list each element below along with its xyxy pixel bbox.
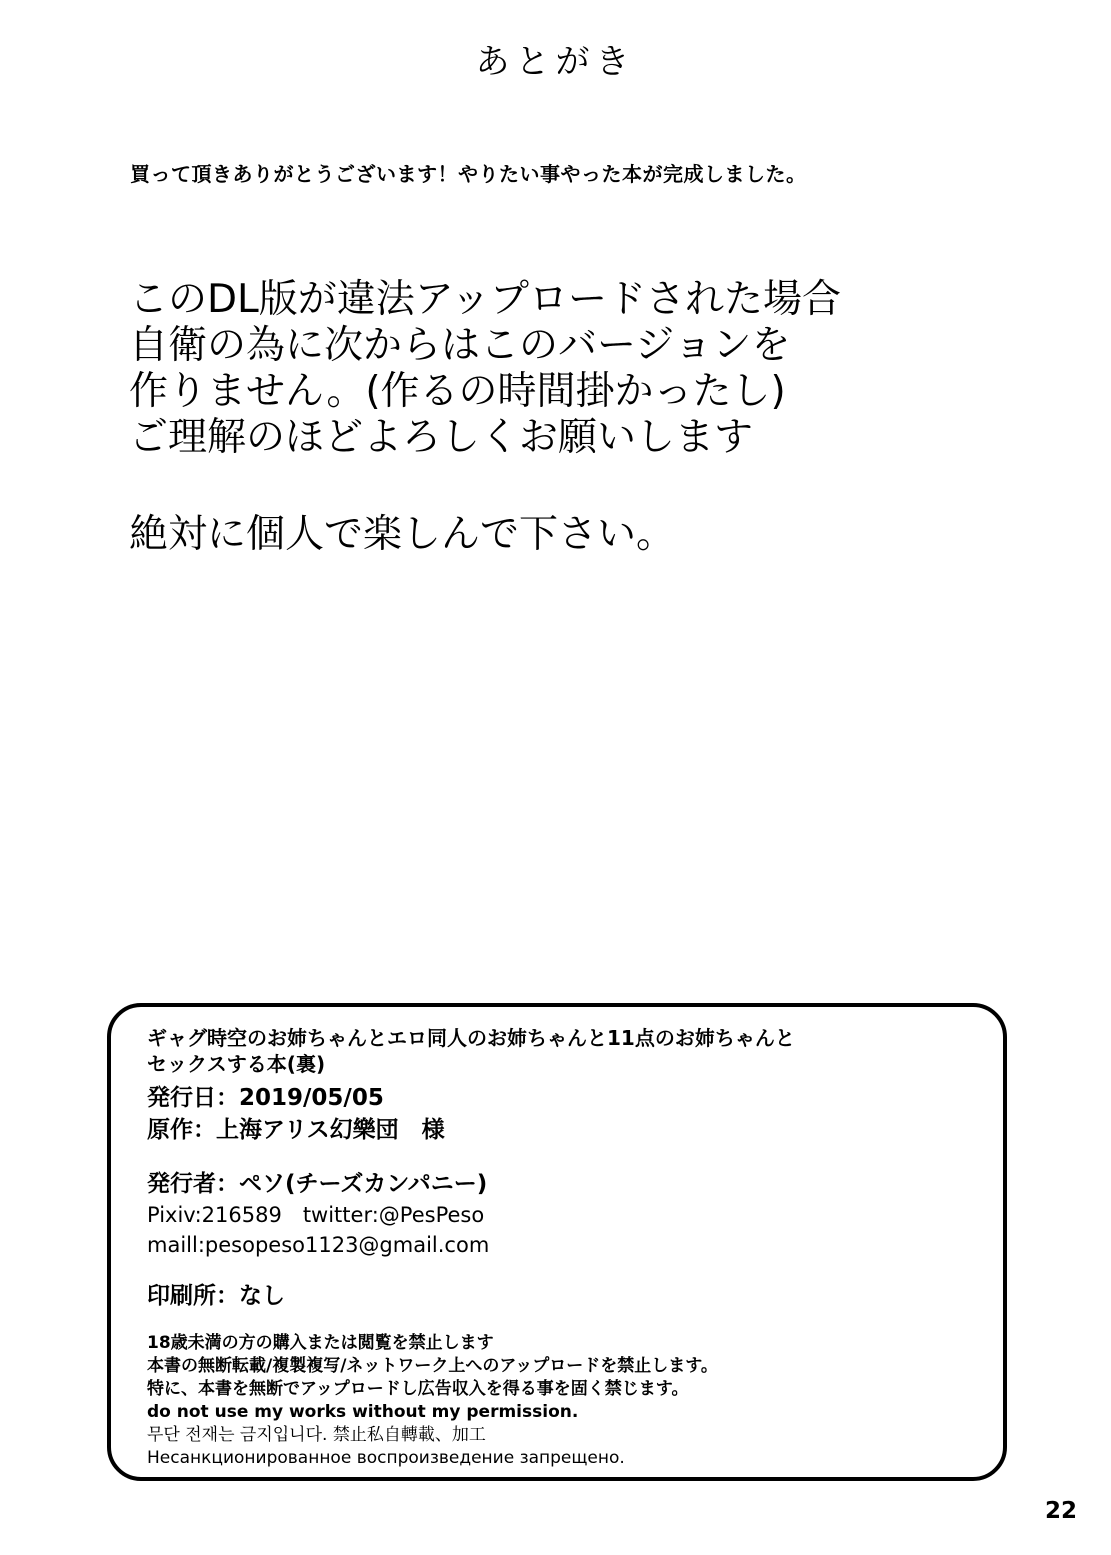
mail-address: maill:pesopeso1123@gmail.com bbox=[147, 1233, 490, 1257]
notice-line: このDL版が違法アップロードされた場合 bbox=[129, 277, 842, 322]
warning-line: 무단 전재는 금지입니다. 禁止私自轉載、加工 bbox=[147, 1425, 486, 1445]
page-title: あとがき bbox=[475, 42, 636, 82]
notice-line: 自衛の為に次からはこのバージョンを bbox=[129, 323, 791, 368]
colophon-box bbox=[107, 1003, 1007, 1481]
intro-paragraph: 買って頂きありがとうございます！やりたい事やった本が完成しました。 bbox=[130, 162, 807, 186]
warning-line: do not use my works without my permission. bbox=[147, 1402, 579, 1422]
publisher: 発行者：ペソ(チーズカンパニー) bbox=[147, 1171, 488, 1197]
work-title-line-1: ギャグ時空のお姉ちゃんとエロ同人のお姉ちゃんと11点のお姉ちゃんと bbox=[147, 1026, 795, 1050]
spacer bbox=[147, 1146, 983, 1168]
notice-line: ご理解のほどよろしくお願いします bbox=[129, 415, 754, 460]
spacer bbox=[147, 1312, 983, 1332]
warning-line: Несанкционированное воспроизведение запрещено. bbox=[147, 1448, 625, 1468]
printer: 印刷所：なし bbox=[147, 1283, 285, 1309]
colophon-content bbox=[147, 1025, 983, 1470]
notice-final-line: 絶対に個人で楽しんで下さい。 bbox=[129, 512, 676, 557]
notice-block bbox=[129, 277, 841, 461]
warning-line: 本書の無断転載/複製複写/ネットワーク上へのアップロードを禁止します。 bbox=[147, 1356, 718, 1376]
warning-line: 18歳未満の方の購入または閲覧を禁止します bbox=[147, 1333, 494, 1353]
warning-line: 特に、本書を無断でアップロードし広告収入を得る事を固く禁じます。 bbox=[147, 1379, 689, 1399]
notice-line: 作りません。(作るの時間掛かったし) bbox=[129, 369, 786, 414]
spacer bbox=[147, 1260, 983, 1280]
page-number: 22 bbox=[1044, 1498, 1077, 1524]
original-work: 原作：上海アリス幻樂団 様 bbox=[147, 1117, 445, 1143]
publish-date: 発行日：2019/05/05 bbox=[147, 1085, 384, 1111]
pixiv-twitter: Pixiv:216589 twitter:@PesPeso bbox=[147, 1203, 485, 1227]
work-title-line-2: セックスする本(裏) bbox=[147, 1052, 326, 1076]
